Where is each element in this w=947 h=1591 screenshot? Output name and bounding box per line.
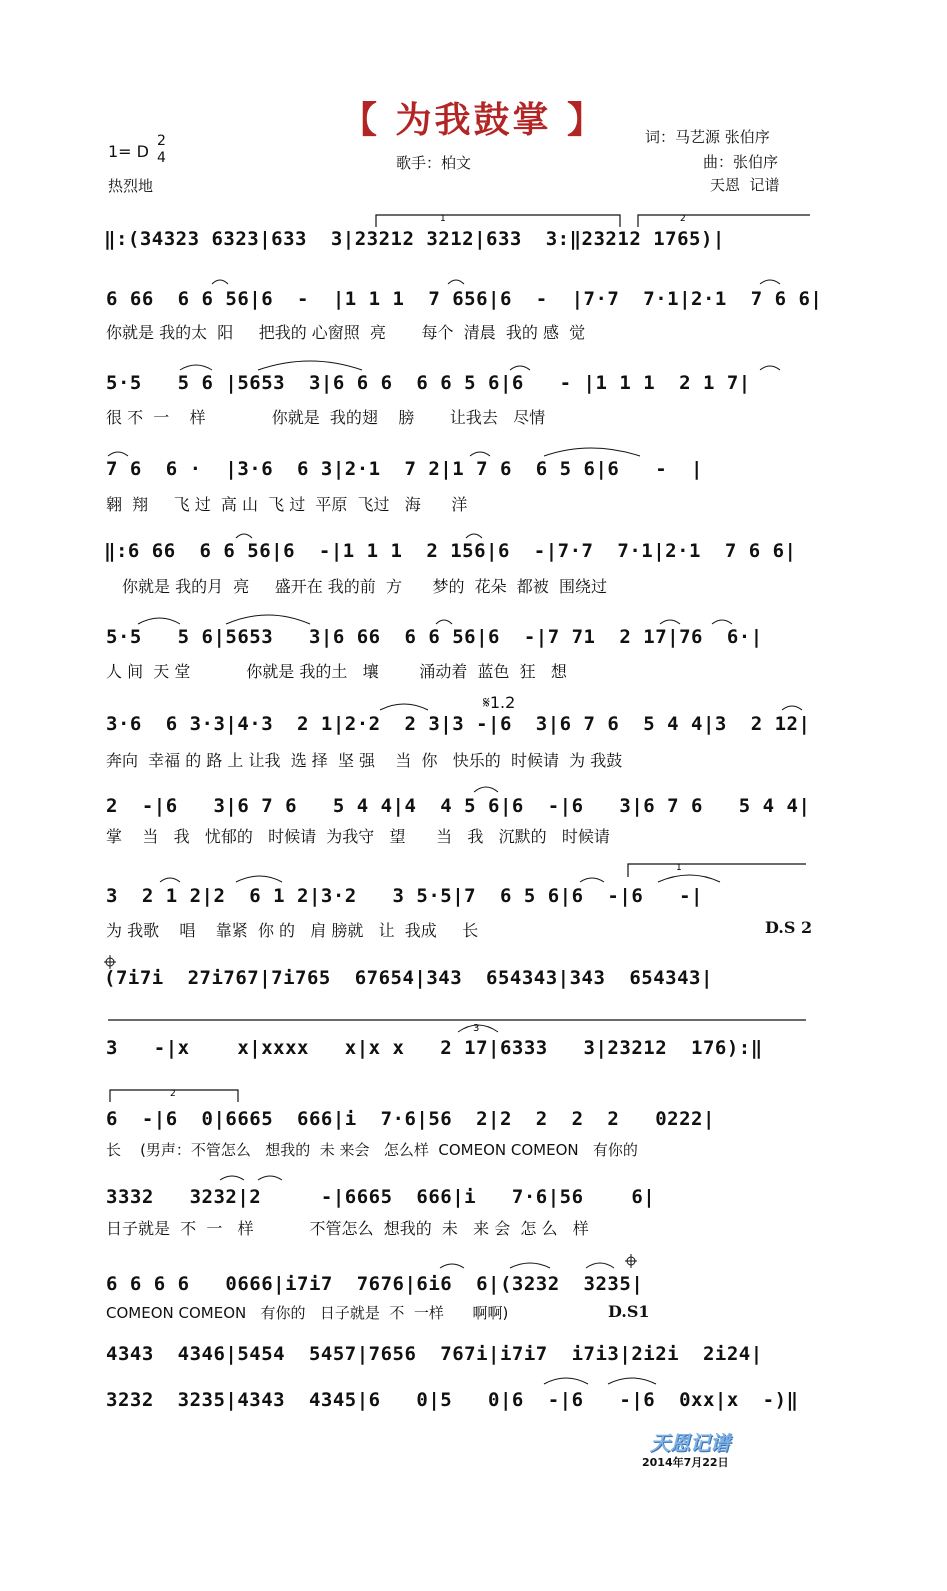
tie-22 [236,876,282,882]
segno-marker: 𝄋1.2 [483,693,516,712]
score-row-13-notes: 3332 3232|2 -|6665 666|i 7·6|56 6| [106,1186,656,1208]
tie-21 [160,878,180,882]
score-row-2-notes: 6 66 6 6 56|6 - |1 1 1 7 656|6 - |7·7 7·1|2·1 7 6 6| [106,288,823,310]
score-row-7-notes: 3·6 6 3·3|4·3 2 1|2·2 2 3|3 -|6 3|6 7 6 5 4 4|3 2 12| [106,713,811,735]
score-row-10-notes: (7i7i 27i767|7i765 67654|343 654343|343 654343| [104,967,713,989]
score-row-12-notes: 6 -|6 0|6665 666|i 7·6|56 2|2 2 2 2 0222| [106,1108,715,1130]
volta-number-4: 2 [170,1089,176,1099]
tie-12 [466,534,482,538]
tie-24 [658,875,720,882]
score-row-3-notes: 5·5 5 6 |5653 3|6 6 6 6 6 5 6|6 - |1 1 1 2 1 7| [106,372,751,394]
tie-10 [470,452,490,456]
tie-7 [760,366,780,370]
lyricist-credit: 词：马艺源 张伯序 [645,128,770,146]
tie-11 [236,534,252,538]
composer-credit: 曲：张伯序 [703,153,779,171]
score-row-13-lyrics: 日子就是 不 一 样 不管怎么 想我的 未 来 会 怎 么 样 [106,1219,589,1238]
tie-28 [510,1263,550,1268]
volta-bracket-3 [628,864,806,877]
tie-18 [380,704,428,710]
score-row-9-notes: 3 2 1 2|2 6 1 2|3·2 3 5·5|7 6 5 6|6 -|6 -| [106,885,703,907]
tempo-marking: 热烈地 [108,177,154,195]
score-row-5-notes: ‖:6 66 6 6 56|6 -|1 1 1 2 156|6 -|7·7 7·1|2·1 7 6 6| [104,540,797,562]
transcription-date: 2014年7月22日 [642,1456,729,1469]
score-row-9-lyrics: 为 我歌 唱 靠紧 你 的 肩 膀就 让 我成 长 [106,921,479,940]
tie-16 [660,620,680,624]
time-signature-bottom: 4 [157,150,166,166]
tie-13 [138,618,180,624]
score-row-16-notes: 3232 3235|4343 4345|6 0|5 0|6 -|6 -|6 0xx|x -)‖ [106,1389,799,1411]
singer-credit: 歌手：柏文 [396,154,472,172]
tie-6 [510,366,530,370]
tie-30 [544,1378,588,1384]
volta-number-3: 1 [676,863,682,873]
time-signature-top: 2 [157,133,166,149]
tie-17 [712,620,732,624]
score-row-7-lyrics: 奔向 幸福 的 路 上 让我 选 择 坚 强 当 你 快乐的 时候请 为 我鼓 [106,751,623,770]
score-row-5-lyrics: 你就是 我的月 亮 盛开在 我的前 方 梦的 花朵 都被 围绕过 [122,577,607,596]
score-row-6-lyrics: 人 间 天 堂 你就是 我的土 壤 涌动着 蓝色 狂 想 [106,662,567,681]
transcriber-credit: 天恩 记谱 [710,176,780,194]
volta-bracket-1 [376,215,620,227]
transcriber-watermark: 天恩记谱 [650,1431,730,1455]
coda-symbol-2 [625,1254,637,1268]
score-row-15-notes: 4343 4346|5454 5457|7656 767i|i7i7 i7i3|2i2i 2i24| [106,1343,763,1365]
score-row-8-notes: 2 -|6 3|6 7 6 5 4 4|4 4 5 6|6 -|6 3|6 7 6 5 4 4| [106,795,811,817]
tie-19 [782,706,802,710]
score-row-4-lyrics: 翱 翔 飞 过 高 山 飞 过 平原 飞过 海 洋 [106,495,468,514]
score-row-11-notes: 3 -|x x|xxxx x|x x 2 17|6333 3|23212 176):‖ [106,1037,763,1059]
volta-number-2: 2 [680,214,686,224]
score-row-1-notes: ‖:(34323 6323|633 3|23212 3212|633 3:‖23212 1765)| [104,228,725,250]
score-row-8-lyrics: 掌 当 我 忧郁的 时候请 为我守 望 当 我 沉默的 时候请 [106,827,610,846]
tie-1 [212,280,228,284]
tie-20 [474,787,498,792]
score-row-4-notes: 7 6 6 · |3·6 6 3|2·1 7 2|1 7 6 6 5 6|6 - | [106,458,703,480]
volta-bracket-2 [638,215,810,227]
tie-5 [258,361,362,370]
triplet-number: 3 [473,1023,480,1034]
tie-4 [180,365,212,370]
tie-15 [436,620,452,624]
tie-25 [220,1176,244,1180]
tie-27 [440,1264,464,1268]
coda-symbol-1 [104,955,116,969]
score-row-2-lyrics: 你就是 我的太 阳 把我的 心窗照 亮 每个 清晨 我的 感 觉 [106,323,586,342]
score-row-14-lyrics: COMEON COMEON 有你的 日子就是 不 一样 啊啊) [106,1304,509,1322]
tie-14 [226,615,310,624]
tie-26 [258,1176,282,1180]
score-row-3-lyrics: 很 不 一 样 你就是 我的翅 膀 让我去 尽情 [106,408,546,427]
tie-23 [580,878,604,882]
tie-2 [448,280,464,284]
tie-8 [108,452,128,456]
tie-3 [760,280,780,284]
key-signature: 1= D [108,142,149,161]
score-row-12-lyrics: 长 (男声：不管怎么 想我的 未 来会 怎么样 COMEON COMEON 有你的 [106,1141,638,1159]
song-title: 【 为我鼓掌 】 [340,100,607,141]
tie-9 [544,448,640,456]
score-row-14-notes: 6 6 6 6 0666|i7i7 7676|6i6 6|(3232 3235| [106,1273,644,1295]
score-row-6-notes: 5·5 5 6|5653 3|6 66 6 6 56|6 -|7 71 2 17|76 6·| [106,626,763,648]
dal-segno-1: D.S1 [608,1302,650,1321]
tie-31 [608,1378,656,1384]
tie-29 [586,1263,614,1268]
dal-segno-2: D.S 2 [765,918,813,937]
volta-number-1: 1 [440,214,446,224]
